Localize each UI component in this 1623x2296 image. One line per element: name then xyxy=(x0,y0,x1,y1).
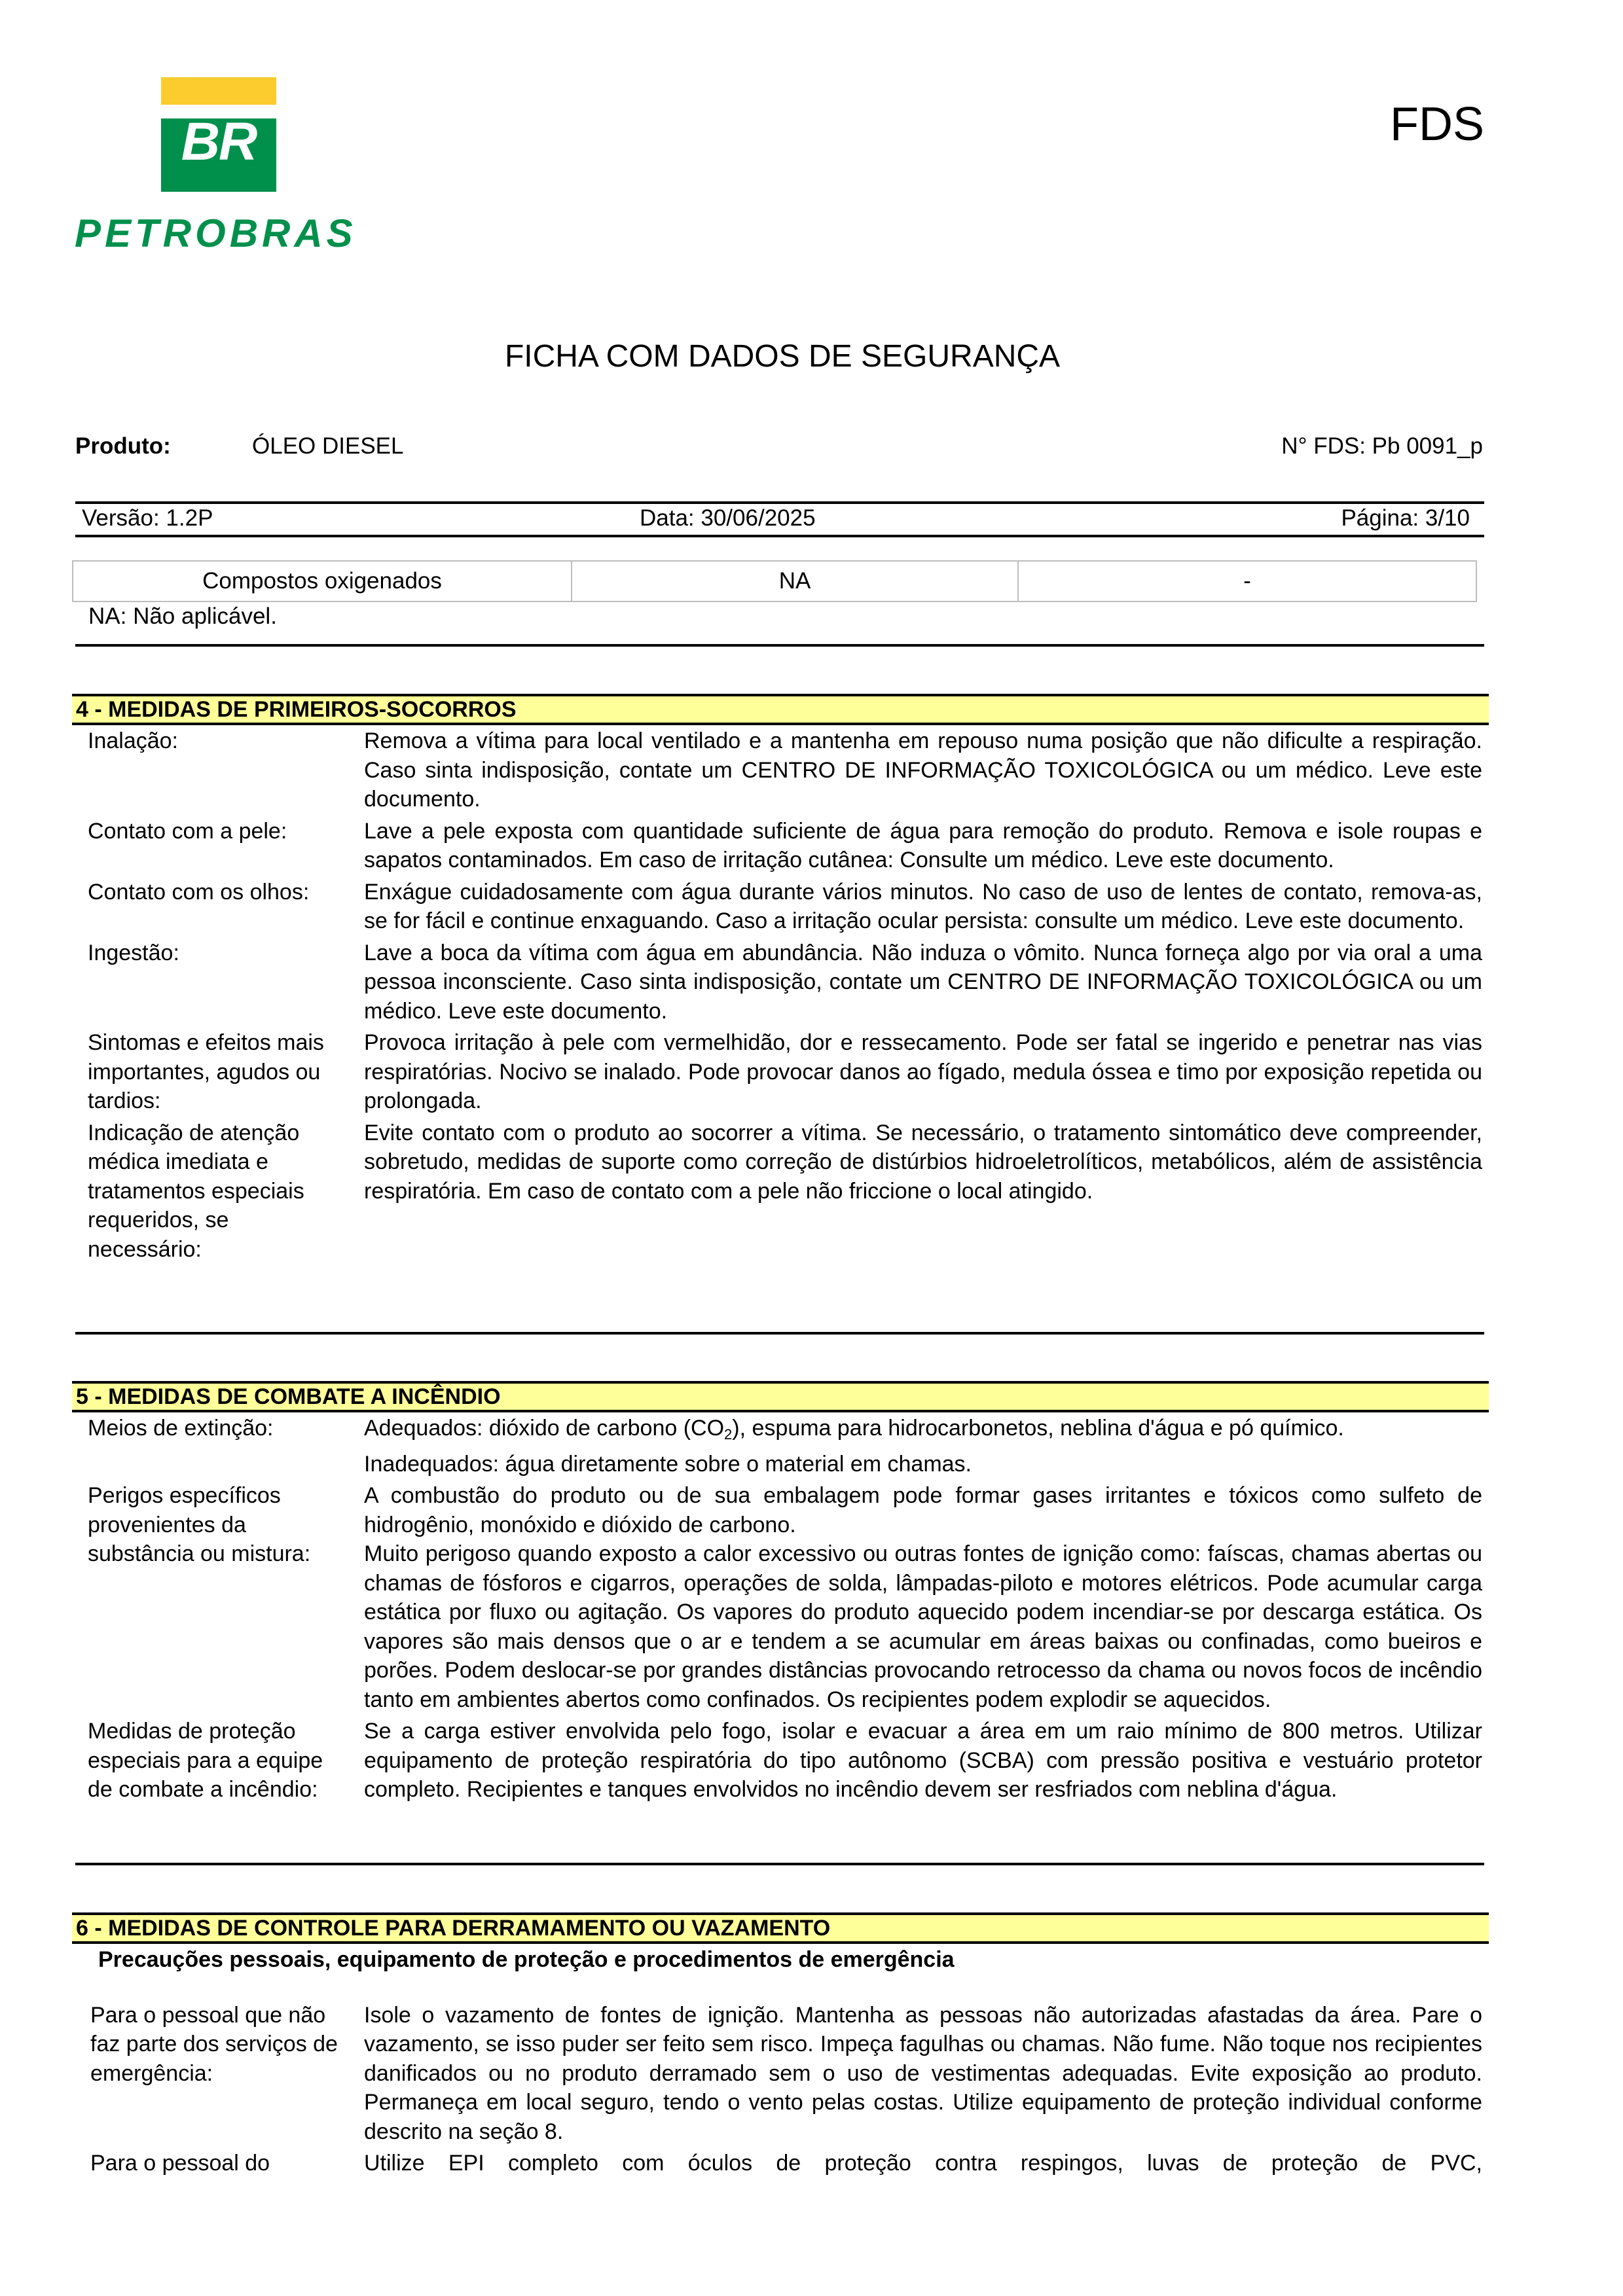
fds-number: N° FDS: Pb 0091_p xyxy=(1281,433,1483,459)
hazards-paragraph-2: Muito perigoso quando exposto a calor excessivo ou outras fontes de ignição como: faíscas, chamas abertas ou chamas de fósforos e cigarros, operações de solda, lâmpadas-piloto e motores elétricos. Pode acumular carga estática por fluxo ou agitação. Os vapores do produto aquecido podem incendiar-se por descarga estática. Os vapores são mais densos que o ar e tendem a se acumular em áreas baixas ou confinadas, como bueiros e porões. Podem deslocar-se por grandes distâncias provocando retrocesso da chama ou novos focos de incêndio tanto em ambientes abertos como confinados. Os recipientes podem explodir se aquecidos. xyxy=(364,1541,1482,1712)
list-item xyxy=(72,1717,1485,1804)
hazards-paragraph-1: A combustão do produto ou de sua embalagem pode formar gases irritantes e tóxicos como sulfeto de hidrogênio, monóxido e dióxido de carbono. xyxy=(364,1483,1482,1537)
item-text: Remova a vítima para local ventilado e a mantenha em repouso numa posição que não dificulte a respiração. Caso sinta indisposição, contate um CENTRO DE INFORMAÇÃO TOXICOLÓGICA ou um médico. Leve este documento. xyxy=(364,728,1482,812)
component-name: Compostos oxigenados xyxy=(73,561,572,601)
list-item xyxy=(72,2001,1485,2147)
item-text xyxy=(364,1481,1485,1714)
list-item xyxy=(72,817,1485,875)
br-logo-mark: BR xyxy=(181,112,257,171)
section-6-header: 6 - MEDIDAS DE CONTROLE PARA DERRAMAMENTO OU VAZAMENTO xyxy=(72,1912,1489,1944)
component-value: NA xyxy=(572,561,1018,601)
petrobras-logo-br-box xyxy=(161,112,276,192)
item-text: Provoca irritação à pele com vermelhidão, dor e ressecamento. Pode ser fatal se ingerido e penetrar nas vias respiratórias. Nocivo se inalado. Pode provocar danos ao fígado, medula óssea e timo por exposição repetida ou prolongada. xyxy=(364,1030,1482,1113)
page-title: FICHA COM DADOS DE SEGURANÇA xyxy=(504,339,1061,374)
item-text: Isole o vazamento de fontes de ignição. Mantenha as pessoas não autorizadas afastadas da área. Pare o vazamento, se isso puder ser feito sem risco. Impeça fagulhas ou chamas. Não fume. Não toque nos recipientes danificados ou no produto derramado sem o uso de vestimentas adequadas. Evite exposição ao produto. Permaneça em local seguro, tendo o vento pelas costas. Utilize equipamento de proteção individual conforme descrito na seção 8. xyxy=(364,2002,1482,2144)
divider xyxy=(75,1332,1484,1335)
composition-table xyxy=(72,560,1477,602)
divider xyxy=(75,535,1484,537)
date: Data: 30/06/2025 xyxy=(640,505,816,531)
divider xyxy=(75,1863,1484,1865)
table-note: NA: Não aplicável. xyxy=(88,603,277,629)
section-5-header: 5 - MEDIDAS DE COMBATE A INCÊNDIO xyxy=(72,1381,1489,1412)
item-label: Meios de extinção: xyxy=(88,1416,274,1441)
list-item xyxy=(72,2149,1485,2178)
section-4-header: 4 - MEDIDAS DE PRIMEIROS-SOCORROS xyxy=(72,694,1489,725)
co2-subscript: 2 xyxy=(724,1426,733,1443)
item-label: Para o pessoal do xyxy=(90,2151,270,2176)
document-code: FDS xyxy=(1390,98,1484,151)
item-label: Indicação de atenção médica imediata e tratamentos especiais requeridos, se necessário: xyxy=(88,1120,304,1262)
divider xyxy=(75,644,1484,647)
item-label: Contato com a pele: xyxy=(88,818,287,844)
product-value: ÓLEO DIESEL xyxy=(252,433,404,459)
list-item xyxy=(72,939,1485,1026)
item-label: Contato com os olhos: xyxy=(88,879,310,905)
item-label: Perigos específicos provenientes da substância ou mistura: xyxy=(88,1483,311,1566)
petrobras-logo-yellow-bar xyxy=(161,77,276,105)
section-5-body xyxy=(72,1414,1485,1807)
item-label: Ingestão: xyxy=(88,940,179,965)
page-number: Página: 3/10 xyxy=(1341,505,1470,531)
table-row xyxy=(73,561,1476,601)
item-text: Lave a pele exposta com quantidade suficiente de água para remoção do produto. Remova e isole roupas e sapatos contaminados. Em caso de irritação cutânea: Consulte um médico. Leve este documento. xyxy=(364,818,1482,872)
extinction-suitable: Adequados: dióxido de carbono (CO xyxy=(364,1416,725,1441)
list-item xyxy=(72,878,1485,936)
list-item xyxy=(72,1119,1485,1265)
section-4-body xyxy=(72,726,1485,1266)
item-label: Medidas de proteção especiais para a equipe de combate a incêndio: xyxy=(88,1719,323,1802)
item-label: Sintomas e efeitos mais importantes, agudos ou tardios: xyxy=(88,1030,324,1113)
item-text: Utilize EPI completo com óculos de proteção contra respingos, luvas de proteção de PVC, xyxy=(364,2151,1482,2176)
list-item xyxy=(72,726,1485,814)
version: Versão: 1.2P xyxy=(82,505,213,531)
item-text: Se a carga estiver envolvida pelo fogo, isolar e evacuar a área em um raio mínimo de 800 metros. Utilizar equipamento de proteção respiratória do tipo autônomo (SCBA) com pressão positiva e vestuário protetor completo. Recipientes e tanques envolvidos no incêndio devem ser resfriados com neblina d'água. xyxy=(364,1719,1482,1802)
list-item xyxy=(72,1481,1485,1714)
item-text: Lave a boca da vítima com água em abundância. Não induza o vômito. Nunca forneça algo por via oral a uma pessoa inconsciente. Caso sinta indisposição, contate um CENTRO DE INFORMAÇÃO TOXICOLÓGICA ou um médico. Leve este documento. xyxy=(364,940,1482,1024)
item-text: Evite contato com o produto ao socorrer a vítima. Se necessário, o tratamento sintomático deve compreender, sobretudo, medidas de suporte como correção de distúrbios hidroeletrolíticos, metabólicos, além de assistência respiratória. Em caso de contato com a pele não friccione o local atingido. xyxy=(364,1120,1482,1204)
list-item xyxy=(72,1414,1485,1479)
product-label: Produto: xyxy=(75,433,171,459)
subsection-heading: Precauções pessoais, equipamento de proteção e procedimentos de emergência xyxy=(98,1947,955,1972)
item-text xyxy=(364,1414,1485,1479)
list-item xyxy=(72,1028,1485,1116)
petrobras-logo-wordmark: PETROBRAS xyxy=(75,211,357,255)
item-label: Inalação: xyxy=(88,728,178,753)
section-6-body xyxy=(72,1945,1485,2181)
extinction-suitable-cont: ), espuma para hidrocarbonetos, neblina d'água e pó químico. xyxy=(732,1416,1344,1441)
item-text: Enxágue cuidadosamente com água durante vários minutos. No caso de uso de lentes de contato, remova-as, se for fácil e continue enxaguando. Caso a irritação ocular persista: consulte um médico. Leve este documento. xyxy=(364,879,1482,933)
item-label: Para o pessoal que não faz parte dos serviços de emergência: xyxy=(90,2002,338,2086)
component-extra: - xyxy=(1018,561,1476,601)
extinction-unsuitable: Inadequados: água diretamente sobre o material em chamas. xyxy=(364,1451,972,1477)
